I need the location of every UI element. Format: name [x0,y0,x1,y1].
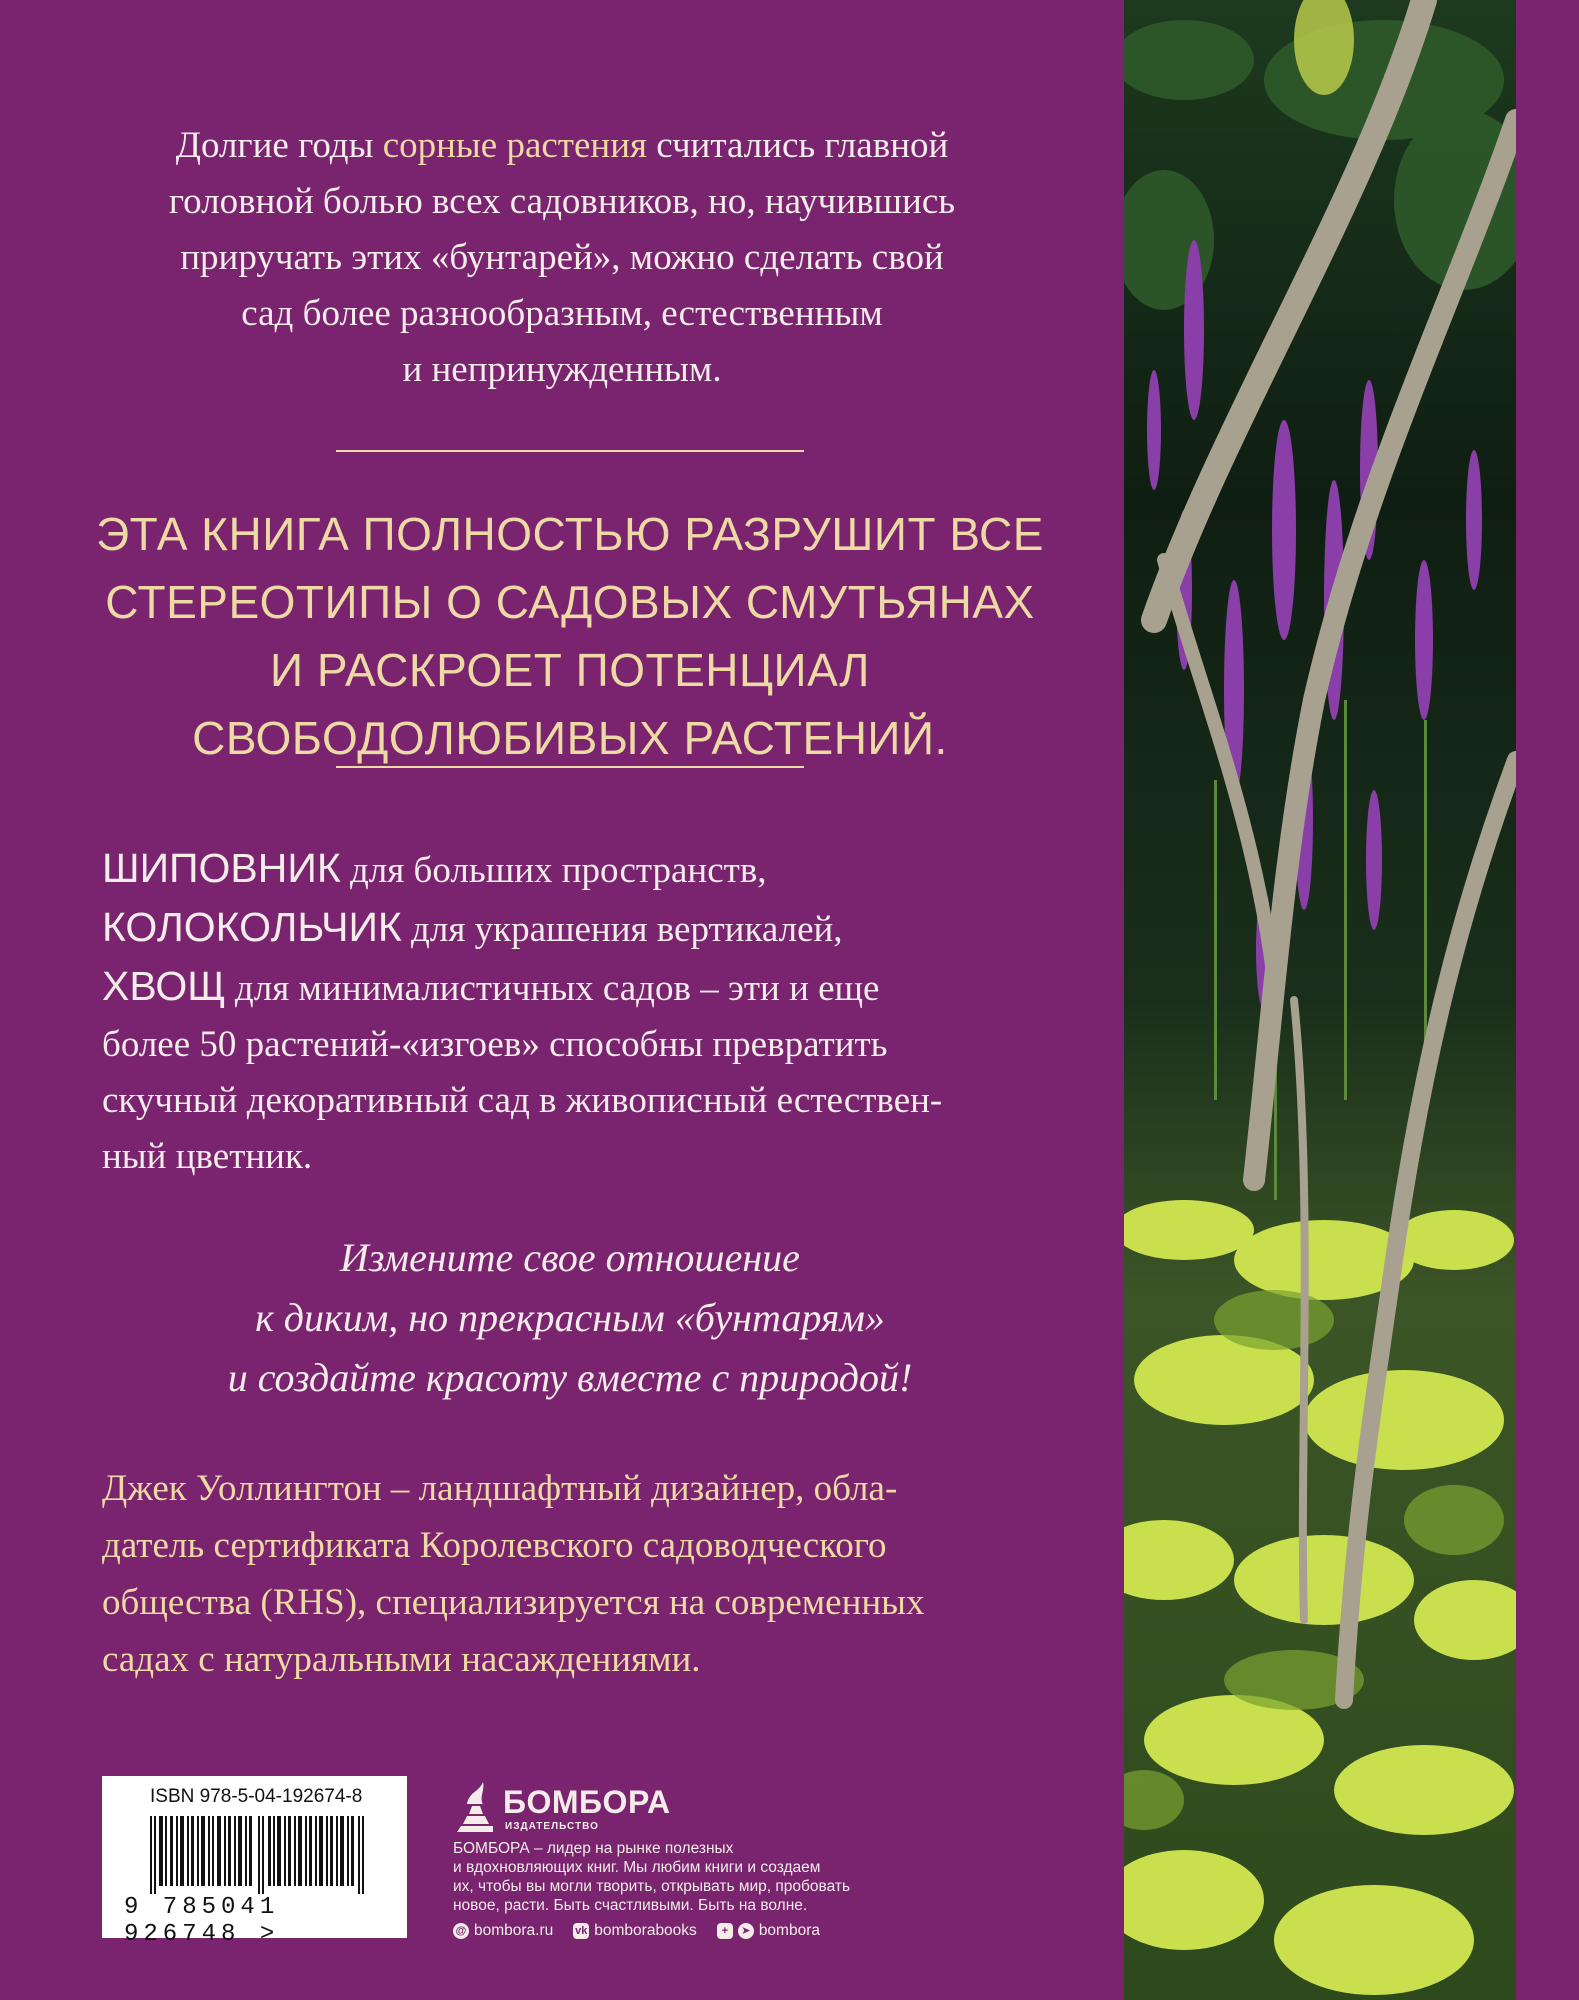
publisher-desc-line: и вдохновляющих книг. Мы любим книги и создаем [453,1859,821,1876]
intro-line: считались главной [647,125,949,166]
headline [82,500,1058,772]
barcode-block [102,1776,407,1948]
intro-line: сад более разнообразным, естественным [241,293,883,334]
intro-line: приручать этих «бунтарей», можно сделать свой [180,237,944,278]
plant-line: скучный декоративный сад в живописный естествен- [102,1080,943,1121]
author-line: датель сертификата Королевского садоводческого [102,1525,887,1566]
publisher-desc-line: их, чтобы вы могли творить, открывать мир, пробовать [453,1878,851,1895]
author-line: садах с натуральными насаждениями. [102,1639,701,1680]
headline-line: СТЕРЕОТИПЫ О САДОВЫХ СМУТЬЯНАХ [105,576,1035,628]
quote-line: Измените свое отношение [340,1235,800,1280]
social-website[interactable] [453,1922,553,1940]
quote-line: и создайте красоту вместе с природой! [227,1355,913,1400]
divider-top [336,450,804,452]
headline-line: И РАСКРОЕТ ПОТЕНЦИАЛ [270,644,870,696]
plant-name: КОЛОКОЛЬЧИК [102,904,402,950]
telegram-icon: ➤ [738,1923,754,1939]
bombora-logo-icon [453,1776,499,1834]
plant-name: ШИПОВНИК [102,845,341,891]
author-bio [102,1460,1062,1688]
plant-text: для минималистичных садов – эти и еще [225,968,880,1009]
social-telegram[interactable] [717,1922,820,1940]
spine-strip [1516,0,1579,2000]
globe-icon: @ [453,1923,469,1939]
publisher-subtitle: ИЗДАТЕЛЬСТВО [505,1821,599,1832]
isbn-text: ISBN 978-5-04-192674-8 [150,1786,363,1807]
social-links [453,1922,893,1940]
garden-photo-illustration [1124,0,1516,2000]
intro-highlight: сорные растения [382,125,648,166]
intro-paragraph [100,118,1024,398]
social-label: bombora [758,1922,820,1939]
publisher-description [453,1839,873,1915]
garden-photo [1124,0,1516,2000]
quote [100,1228,1040,1408]
author-line: общества (RHS), специализируется на современных [102,1582,925,1623]
publisher-name: БОМБОРА [503,1784,671,1820]
publisher-desc-line: БОМБОРА – лидер на рынке полезных [453,1840,734,1857]
divider-bottom [336,766,804,768]
plant-name: ХВОЩ [102,963,226,1009]
plants-paragraph [102,840,1062,1185]
social-vk[interactable] [573,1922,697,1940]
social-label: bombora.ru [474,1922,554,1939]
publisher-desc-line: новое, расти. Быть счастливыми. Быть на волне. [453,1897,808,1914]
author-line: Джек Уоллингтон – ландшафтный дизайнер, обла- [102,1468,898,1509]
headline-line: СВОБОДОЛЮБИВЫХ РАСТЕНИЙ. [192,712,948,764]
plant-line: более 50 растений-«изгоев» способны превратить [102,1024,888,1065]
intro-line: и непринужденным. [402,349,722,390]
plant-line: ный цветник. [102,1136,313,1177]
plant-text: для украшения вертикалей, [401,909,843,950]
social-label: bomborabooks [594,1922,697,1939]
intro-line: головной болью всех садовников, но, научившись [168,181,956,222]
vk-icon: vk [575,1925,588,1937]
plus-icon: + [717,1923,733,1939]
intro-line: Долгие годы [175,125,383,166]
quote-line: к диким, но прекрасным «бунтарям» [255,1295,885,1340]
barcode-bars [150,1816,380,1894]
barcode-number: 9 785041 926748 > [124,1894,280,1948]
plant-text: для больших пространств, [340,850,767,891]
headline-line: ЭТА КНИГА ПОЛНОСТЬЮ РАЗРУШИТ ВСЕ [96,508,1044,560]
